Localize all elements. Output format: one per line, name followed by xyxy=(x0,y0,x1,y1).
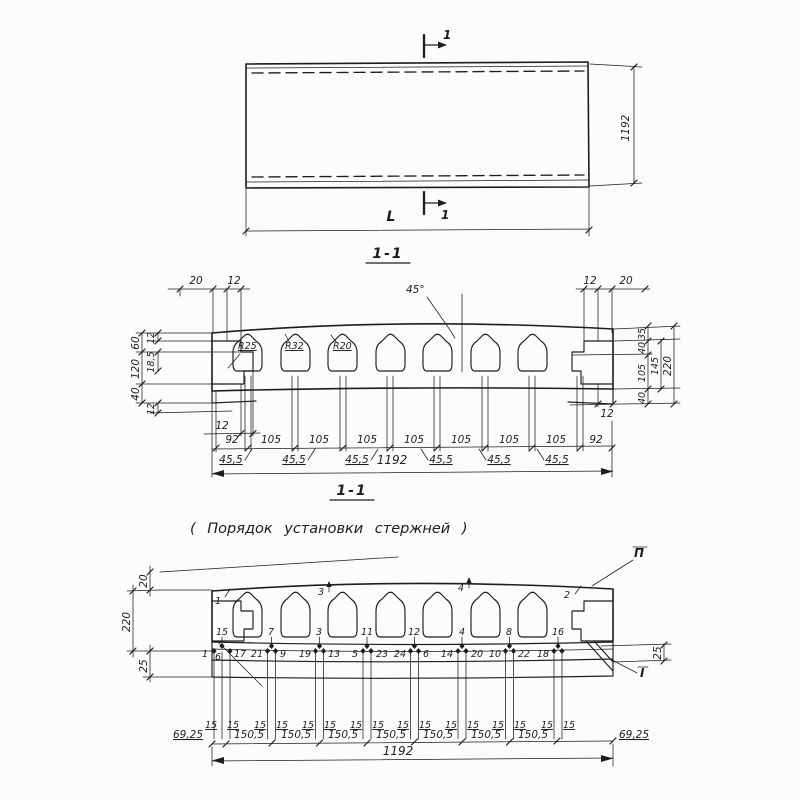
rod4-arrow xyxy=(466,577,471,583)
mesh-label-top: П xyxy=(634,546,645,560)
dim-label: 15 xyxy=(491,720,505,731)
dim-label: 69,25 xyxy=(172,729,204,741)
rods-title: 1-1 xyxy=(336,483,368,499)
radius-label: R20 xyxy=(333,341,352,352)
dim-label: 150,5 xyxy=(233,729,265,741)
rod3-arrow xyxy=(326,581,331,587)
rod-placement-section xyxy=(121,483,671,766)
dim-label: 20 xyxy=(619,275,633,287)
dim-label: 15 xyxy=(253,720,267,731)
rod-number: 5 xyxy=(351,649,358,660)
dim-label: 12 xyxy=(146,402,157,416)
rod-number: 10 xyxy=(488,649,501,660)
mid-angle-leader xyxy=(427,294,462,372)
dim-label: 15 xyxy=(349,720,363,731)
dim-label: 40 xyxy=(637,341,648,355)
dim-label: 15 xyxy=(540,720,554,731)
radius-label: R32 xyxy=(285,341,304,352)
rod-number: 15 xyxy=(215,627,229,638)
dim-label: 150,5 xyxy=(280,729,312,741)
dim-label: 25 xyxy=(138,659,150,673)
radius-leader-1 xyxy=(228,354,240,368)
rods-total-dim: 1192 xyxy=(382,744,414,758)
section-mark-top: 1 xyxy=(443,28,452,42)
dim-label: 145 xyxy=(650,356,661,376)
mid-total-line xyxy=(212,471,613,474)
dim-label: 150,5 xyxy=(375,729,407,741)
dim-label: 15 xyxy=(562,720,576,731)
dim-label: 15 xyxy=(396,720,410,731)
dim-label: 15 xyxy=(323,720,337,731)
bottom-rod-lines xyxy=(214,652,562,739)
dim-label: 220 xyxy=(121,611,133,633)
section-mark-bottom: 1 xyxy=(441,208,450,222)
dim-label: 35 xyxy=(637,327,648,341)
dim-label: 105 xyxy=(450,434,472,446)
plan-height-dim: 1192 xyxy=(620,114,632,142)
rod-number: 14 xyxy=(440,649,453,660)
dim-label: 105 xyxy=(637,363,648,383)
mid-angle-label: 45° xyxy=(406,284,425,296)
rod-number: 1 xyxy=(215,596,222,607)
rod-number: 1 xyxy=(201,649,208,660)
dim-label: 105 xyxy=(308,434,330,446)
rods-right-key xyxy=(572,601,613,641)
rod-number: 12 xyxy=(407,627,421,638)
dim-label: 15 xyxy=(275,720,289,731)
plan-view xyxy=(243,28,642,236)
rod-number: 9 xyxy=(280,649,287,660)
dim-label: 12 xyxy=(146,331,157,345)
dim-label: 15 xyxy=(301,720,315,731)
dim-label: 15 xyxy=(204,720,218,731)
dim-label: 15 xyxy=(513,720,527,731)
dim-label: 15 xyxy=(371,720,385,731)
rod-number: 13 xyxy=(328,649,341,660)
plan-bottom-dim-lines xyxy=(246,188,589,236)
rod-number: 20 xyxy=(471,649,484,660)
section-arrowheads xyxy=(438,42,447,207)
dim-label: 105 xyxy=(545,434,567,446)
plan-edge-lines xyxy=(246,66,589,182)
mesh-label-bottom: I xyxy=(640,666,645,680)
dim-label: 45,5 xyxy=(219,454,243,466)
dim-label: 105 xyxy=(498,434,520,446)
plan-length-label: L xyxy=(386,209,398,225)
dim-label: 105 xyxy=(260,434,282,446)
rod-number: 22 xyxy=(518,649,531,660)
section-arrow-stems xyxy=(424,45,438,203)
rod-number: 17 xyxy=(234,649,247,660)
dim-label: 60 xyxy=(130,336,142,350)
dim-label: 12 xyxy=(600,408,614,420)
mid-body-edges xyxy=(212,329,613,391)
dim-label: 120 xyxy=(130,358,142,380)
dim-label: 40 xyxy=(637,391,648,405)
rod-number: 6 xyxy=(214,652,222,663)
rod-number: 3 xyxy=(315,627,323,638)
rod-number: 8 xyxy=(505,627,513,638)
dim-label: 92 xyxy=(589,434,603,446)
mid-end-steps xyxy=(212,389,613,404)
dim-label: 150,5 xyxy=(517,729,549,741)
mid-total-dim: 1192 xyxy=(376,453,408,467)
dim-label: 20 xyxy=(189,275,203,287)
dim-label: 15 xyxy=(466,720,480,731)
dim-label: 105 xyxy=(403,434,425,446)
rod-number: 23 xyxy=(376,649,389,660)
dim-label: 150,5 xyxy=(470,729,502,741)
dim-label: 45,5 xyxy=(429,454,453,466)
rod-number: 4 xyxy=(458,627,466,638)
plan-right-dim-lines xyxy=(590,64,642,186)
rod-number: 6 xyxy=(423,649,430,660)
rod-number: 21 xyxy=(250,649,263,660)
dim-label: 12 xyxy=(227,275,241,287)
dim-label: 25 xyxy=(652,646,664,660)
rod-number: 19 xyxy=(298,649,311,660)
dim-label: 15 xyxy=(226,720,240,731)
rods-top-left-leaders xyxy=(160,557,398,590)
rod-number: 7 xyxy=(267,627,275,638)
mid-top-edge xyxy=(212,324,613,333)
dim-label: 150,5 xyxy=(422,729,454,741)
dim-label: 69,25 xyxy=(618,729,650,741)
dim-label: 20 xyxy=(138,574,150,588)
dim-label: 12 xyxy=(583,275,597,287)
mid-voids xyxy=(233,334,547,371)
rod-number: 18 xyxy=(536,649,549,660)
plan-outline xyxy=(246,62,589,188)
plan-hidden-lines xyxy=(252,71,584,177)
rods-voids xyxy=(233,592,547,637)
mid-right-key xyxy=(572,341,613,384)
rod-number: 4 xyxy=(458,583,465,594)
dim-label: 15 xyxy=(444,720,458,731)
dim-label: 15 xyxy=(418,720,432,731)
rod-number: 16 xyxy=(551,627,565,638)
dim-label: 45,5 xyxy=(345,454,369,466)
rod-number: 24 xyxy=(393,649,406,660)
rod-number: 3 xyxy=(318,587,325,598)
dim-label: 105 xyxy=(356,434,378,446)
mid-rod-dots xyxy=(219,643,560,649)
dim-label: 92 xyxy=(225,434,239,446)
dim-label: 45,5 xyxy=(282,454,306,466)
dim-label: 18,5 xyxy=(146,351,157,373)
mid-title: 1-1 xyxy=(372,246,404,262)
dim-label: 220 xyxy=(662,355,674,377)
dim-label: 40 xyxy=(130,387,142,401)
dim-label: 45,5 xyxy=(545,454,569,466)
section-1-1 xyxy=(130,246,680,477)
radius-label: R25 xyxy=(238,341,257,352)
rods-subtitle: ( Порядок установки стержней ) xyxy=(190,521,468,537)
rod-number: 2 xyxy=(564,590,571,601)
dim-label: 12 xyxy=(215,420,229,432)
dim-label: 150,5 xyxy=(327,729,359,741)
dim-label: 45,5 xyxy=(487,454,511,466)
rod-number: 11 xyxy=(360,627,374,638)
